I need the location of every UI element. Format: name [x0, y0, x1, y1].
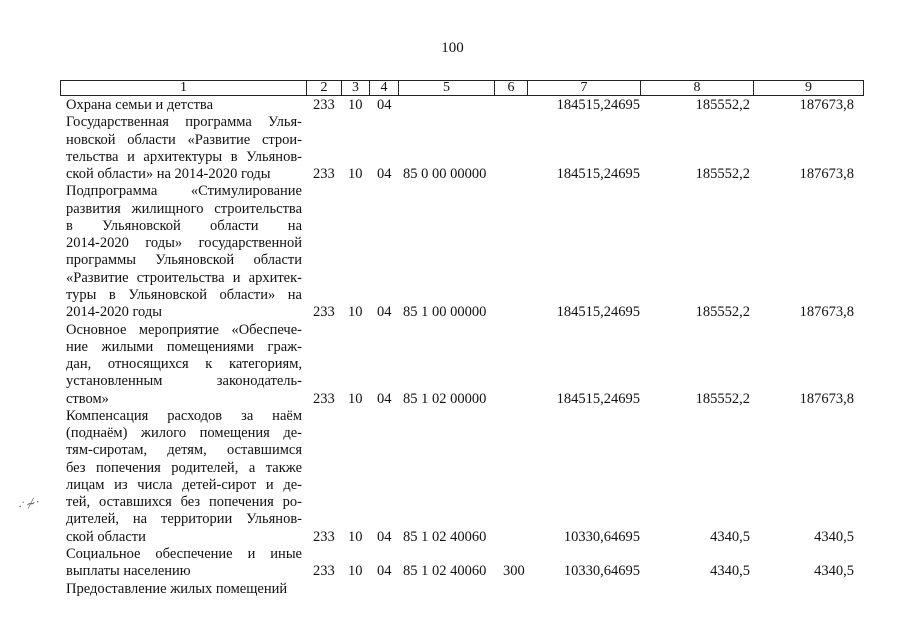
cell-col-7: 184515,24695: [556, 390, 640, 407]
cell-col-3: 10: [348, 97, 363, 113]
cell-col-7: 184515,24695: [556, 304, 640, 321]
table-line: [0, 132, 905, 149]
line-description: Охрана семьи и детства: [66, 97, 214, 113]
cell-col-7: 10330,64695: [563, 563, 640, 580]
line-description: ской области: [66, 528, 146, 545]
cell-col-5: 85 1 02 00000: [403, 390, 487, 407]
cell-col-7: 184515,24695: [556, 97, 640, 113]
table-line: [0, 287, 905, 304]
cell-col-5: 85 1 02 40060: [403, 528, 487, 545]
line-description: Основное мероприятие «Обеспече-: [66, 321, 302, 338]
table-line: [0, 114, 905, 131]
page-number: 100: [441, 40, 464, 56]
cell-col-4: 04: [377, 166, 392, 183]
line-description: Подпрограмма «Стимулирование: [66, 183, 302, 200]
line-description: выплаты населению: [66, 563, 191, 580]
table-line: [0, 201, 905, 218]
header-col-2: 2: [307, 80, 342, 96]
cell-col-3: 10: [348, 390, 363, 407]
cell-col-2: 233: [313, 166, 335, 183]
line-description: 2014-2020 годы» государственной: [66, 235, 302, 252]
table-line: [0, 166, 905, 183]
table-line: [0, 391, 905, 408]
cell-col-4: 04: [377, 97, 392, 113]
table-line: [0, 477, 905, 494]
line-description: тям-сиротам, детям, оставшимся: [66, 442, 302, 459]
table-line: [0, 322, 905, 339]
cell-col-7: 184515,24695: [556, 166, 640, 183]
cell-col-8: 185552,2: [695, 166, 750, 183]
table-line: [0, 304, 905, 321]
line-description: Предоставление жилых помещений: [66, 580, 288, 597]
cell-col-2: 233: [313, 304, 335, 321]
cell-col-4: 04: [377, 304, 392, 321]
cell-col-9: 187673,8: [799, 166, 854, 183]
line-description: Компенсация расходов за наём: [66, 407, 302, 424]
cell-col-9: 187673,8: [799, 390, 854, 407]
line-description: развития жилищного строительства: [66, 200, 302, 217]
table-line: [0, 356, 905, 373]
table-line: [0, 494, 905, 511]
table-line: [0, 408, 905, 425]
cell-col-8: 4340,5: [710, 563, 750, 580]
line-description: Социальное обеспечение и иные: [66, 546, 302, 563]
header-col-1: 1: [60, 80, 307, 96]
cell-col-6: 300: [503, 563, 525, 580]
line-description: новской области «Развитие строи-: [66, 131, 302, 148]
cell-col-5: 85 0 00 00000: [403, 166, 487, 183]
cell-col-4: 04: [377, 528, 392, 545]
header-col-8: 8: [641, 80, 754, 96]
table-line: [0, 529, 905, 546]
cell-col-2: 233: [313, 528, 335, 545]
table-line: [0, 563, 905, 580]
line-description: программы Ульяновской области: [66, 252, 302, 269]
cell-col-2: 233: [313, 563, 335, 580]
line-description: дан, относящихся к категориям,: [66, 356, 302, 373]
table-line: [0, 149, 905, 166]
line-description: установленным законодатель-: [66, 373, 302, 390]
table-line: [0, 339, 905, 356]
header-col-9: 9: [754, 80, 864, 96]
cell-col-3: 10: [348, 563, 363, 580]
table-line: [0, 218, 905, 235]
cell-col-7: 10330,64695: [563, 528, 640, 545]
table-line: [0, 425, 905, 442]
line-description: «Развитие строительства и архитек-: [66, 269, 302, 286]
cell-col-4: 04: [377, 390, 392, 407]
line-description: без попечения родителей, а также: [66, 459, 302, 476]
table-line: [0, 97, 905, 114]
cell-col-8: 185552,2: [695, 304, 750, 321]
line-description: (поднаём) жилого помещения де-: [66, 425, 302, 442]
header-col-3: 3: [342, 80, 370, 96]
table-line: [0, 546, 905, 563]
cell-col-5: 85 1 00 00000: [403, 304, 487, 321]
cell-col-9: 4340,5: [814, 528, 854, 545]
line-description: тельства и архитектуры в Ульянов-: [66, 148, 302, 165]
line-description: ством»: [66, 390, 109, 407]
table-line: [0, 373, 905, 390]
cell-col-9: 187673,8: [799, 97, 854, 113]
cell-col-3: 10: [348, 304, 363, 321]
cell-col-2: 233: [313, 390, 335, 407]
line-description: туры в Ульяновской области» на: [66, 286, 302, 303]
line-description: лицам из числа детей-сирот и де-: [66, 476, 302, 493]
table-line: [0, 183, 905, 200]
scan-mark: ·˙≁·: [16, 494, 42, 514]
header-col-5: 5: [399, 80, 495, 96]
cell-col-8: 4340,5: [710, 528, 750, 545]
line-description: 2014-2020 годы: [66, 304, 162, 321]
cell-col-3: 10: [348, 166, 363, 183]
table-line: [0, 252, 905, 269]
cell-col-8: 185552,2: [695, 97, 750, 113]
table-line: [0, 442, 905, 459]
header-col-6: 6: [495, 80, 528, 96]
cell-col-5: 85 1 02 40060: [403, 563, 487, 580]
cell-col-2: 233: [313, 97, 335, 113]
line-description: дителей, на территории Ульянов-: [66, 511, 302, 528]
table-line: [0, 270, 905, 287]
cell-col-3: 10: [348, 528, 363, 545]
line-description: ской области» на 2014-2020 годы: [66, 166, 271, 183]
table-line: [0, 511, 905, 528]
header-col-4: 4: [370, 80, 399, 96]
cell-col-4: 04: [377, 563, 392, 580]
header-col-7: 7: [528, 80, 641, 96]
table-line: [0, 460, 905, 477]
line-description: Государственная программа Улья-: [66, 114, 302, 131]
cell-col-8: 185552,2: [695, 390, 750, 407]
table-line: [0, 581, 905, 598]
cell-col-9: 187673,8: [799, 304, 854, 321]
line-description: в Ульяновской области на: [66, 217, 302, 234]
cell-col-9: 4340,5: [814, 563, 854, 580]
table-line: [0, 235, 905, 252]
line-description: тей, оставшихся без попечения ро-: [66, 494, 302, 511]
line-description: ние жилыми помещениями граж-: [66, 338, 302, 355]
